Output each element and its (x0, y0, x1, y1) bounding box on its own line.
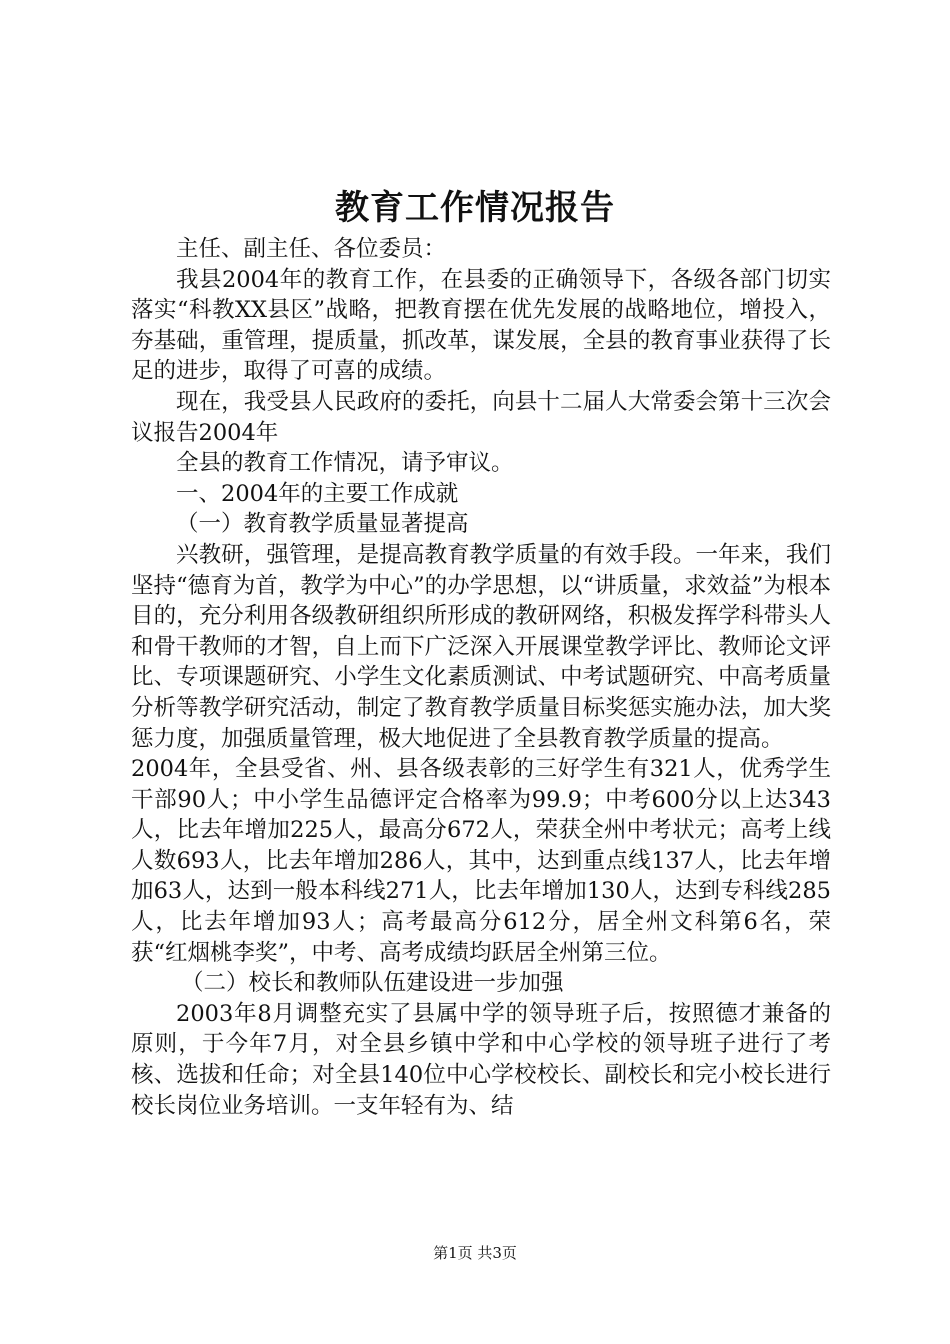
paragraph-leadership: 2003年8月调整充实了县属中学的领导班子后，按照德才兼备的原则，于今年7月，对全县乡镇中学和中心学校的领导班子进行了考核、选拔和任命；对全县140位中心学校校长、副校长和完小校长进行校长岗位业务培训。一支年轻有为、结 (131, 1000, 831, 1119)
document-title: 教育工作情况报告 (335, 188, 615, 228)
paragraph-statistics: 2004年，全县受省、州、县各级表彰的三好学生有321人，优秀学生干部90人；中小学生品德评定合格率为99.9；中考600分以上达343人，比去年增加225人，最高分672人，荣获全州中考状元；高考上线人数693人，比去年增加286人，其中，达到重点线137人，比去年增加63人，达到一般本科线271人，比去年增加130人，达到专科线285人，比去年增加93人；高考最高分612分，居全州文科第6名，荣获“红烟桃李奖”，中考、高考成绩均跃居全州第三位。 (131, 756, 831, 966)
document-body (131, 234, 831, 1121)
paragraph-report: 现在，我受县人民政府的委托，向县十二届人大常委会第十三次会议报告2004年 (131, 388, 831, 446)
section-heading-1: 一、2004年的主要工作成就 (176, 480, 459, 507)
subsection-heading-2: （二）校长和教师队伍建设进一步加强 (181, 970, 564, 997)
paragraph-quality: 兴教研，强管理，是提高教育教学质量的有效手段。一年来，我们坚持“德育为首，教学为中心”的办学思想，以“讲质量，求效益”为根本目的，充分利用各级教研组织所形成的教研网络，积极发挥学科带头人和骨干教师的才智，自上而下广泛深入开展课堂教学评比、教师论文评比、专项课题研究、小学生文化素质测试、中考试题研究、中高考质量分析等教学研究活动，制定了教育教学质量目标奖惩实施办法，加大奖惩力度，加强质量管理，极大地促进了全县教育教学质量的提高。 (131, 541, 831, 752)
paragraph-report-cont: 全县的教育工作情况，请予审议。 (176, 450, 514, 477)
paragraph-intro: 我县2004年的教育工作，在县委的正确领导下，各级各部门切实落实“科教XX县区”战略，把教育摆在优先发展的战略地位，增投入，夯基础，重管理，提质量，抓改革，谋发展，全县的教育事业获得了长足的进步，取得了可喜的成绩。 (131, 266, 831, 385)
page-footer: 第1页 共3页 (433, 1244, 517, 1262)
salutation: 主任、副主任、各位委员： (176, 236, 447, 262)
subsection-heading-1: （一）教育教学质量显著提高 (176, 511, 469, 538)
